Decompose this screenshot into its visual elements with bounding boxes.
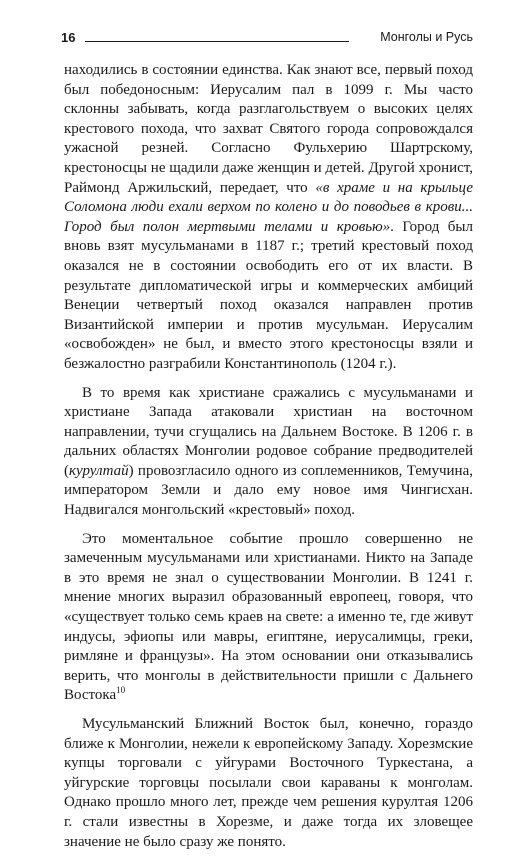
page-number: 16 — [61, 30, 76, 45]
running-header — [61, 30, 473, 48]
text-run: Это моментальное событие прошло совершенно не замеченным мусульманами или христианами. Никто на Западе в это время не знал о существовании Монголии. В 1241 г. мнение многих выразил образованный европеец, говоря, что «существует только семь краев на свете: а именно те, где живут индусы, эфиопы или мавры, египтяне, иерусалимцы, греки, римляне и французы». На этом основании они отказывались верить, что монголы в действительности пришли с Дальнего Востока — [64, 530, 473, 704]
text-run: . Город был вновь взят мусульманами в 1187 г.; третий крестовый поход оказался не в состоянии освободить его от их власти. В результате дипломатической игры и коммерческих амбиций Венеции четвертый поход оказался направлен против Византийской империи и против мусульман. Иерусалим «освобожден» не был, и вместо этого крестоносцы взяли и безжалостно разграбили Константинополь (1204 г.). — [64, 218, 473, 372]
text-run: находились в состоянии единства. Как знают все, первый поход был победоносным: Иерусалим пал в 1099 г. Мы часто склонны забывать, когда разглагольствуем о высоких целях крестового похода, что захват Святого города сопровождался ужасной резней. Согласно Фульхерию Шартрскому, крестоносцы не щадили даже женщин и детей. Другой хронист, Раймонд Аржильский, передает, что — [64, 62, 473, 196]
italic-run: курултай — [69, 462, 129, 479]
main-text — [64, 61, 473, 861]
paragraph — [64, 715, 473, 852]
paragraph — [64, 61, 473, 375]
text-run: ) провозгласило одного из соплеменников, Темучина, императором Земли и дало ему новое имя Чингисхан. Надвигался монгольский «крестовый» поход. — [64, 462, 473, 519]
paragraph — [64, 384, 473, 521]
header-rule — [85, 41, 349, 42]
text-run: В то время как христиане сражались с мусульманами и христиане Запада атаковали христиан на восточном направлении, тучи сгущались на Дальнем Востоке. В 1206 г. в дальних областях Монголии родовое собрание предводителей ( — [64, 384, 473, 479]
text-run: Мусульманский Ближний Восток был, конечно, гораздо ближе к Монголии, нежели к европейскому Западу. Хорезмские купцы торговали с уйгурами Восточного Туркестана, а уйгурские торговцы посылали свои караваны к монголам. Однако прошло много лет, прежде чем решения курултая 1206 г. стали известны в Хорезме, и даже тогда их зловещее значение не было сразу же понято. — [64, 716, 473, 850]
italic-run: «в храме и на крыльце Соломона люди ехали верхом по колено и до поводьев в крови... Город был полон мертвыми телами и кровью» — [64, 179, 473, 235]
footnote-ref: 10 — [116, 685, 126, 696]
paragraph — [64, 530, 473, 706]
running-title: Монголы и Русь — [380, 30, 473, 44]
